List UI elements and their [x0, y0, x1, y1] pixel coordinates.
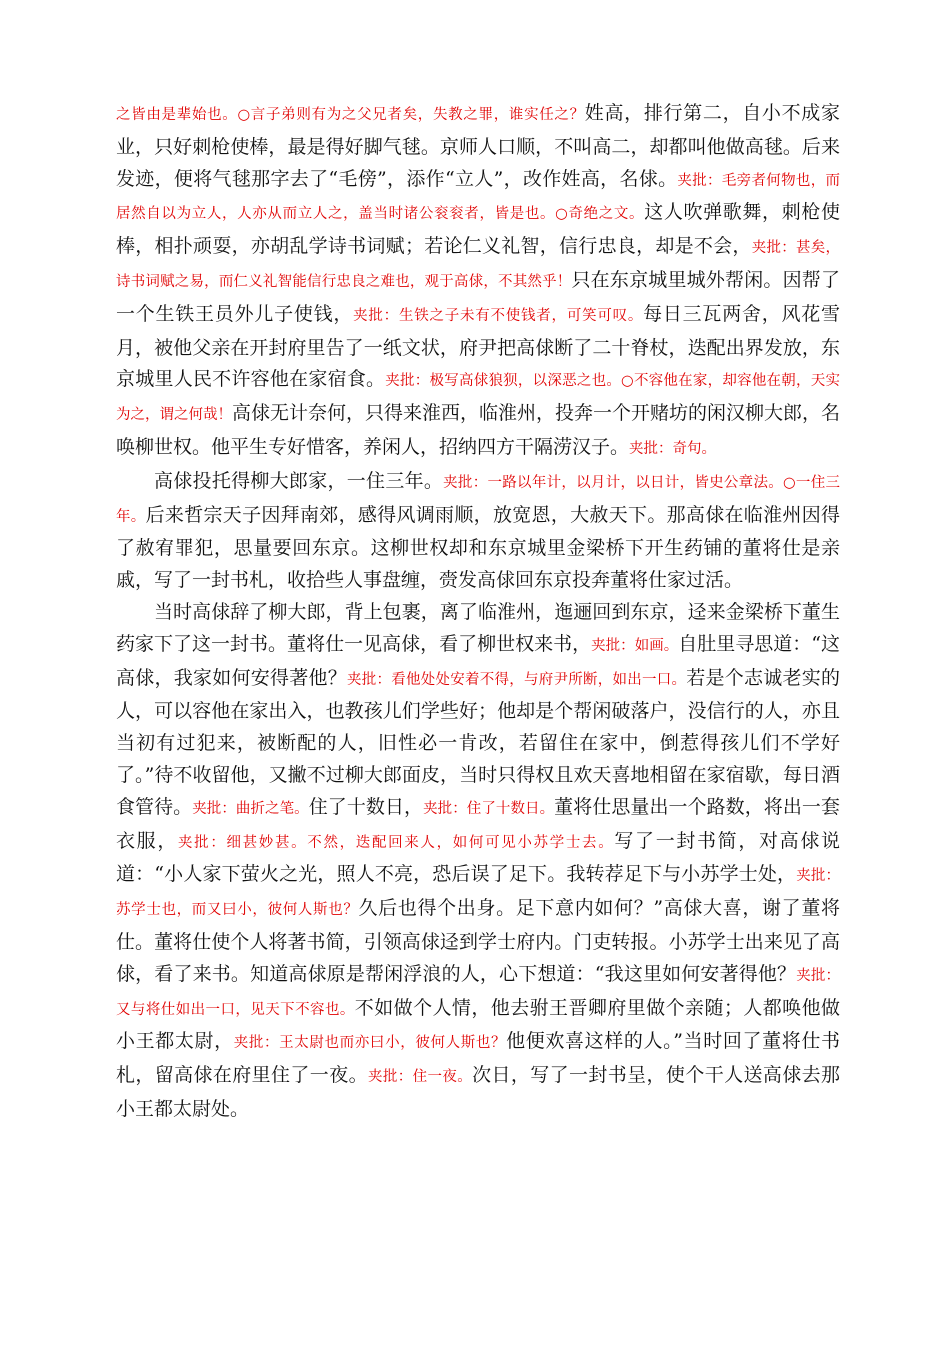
- body-text: 这人吹弹歌舞，刺枪使棒，相扑顽耍，亦胡乱学诗书词赋；若论仁义礼智，信行忠良，却是不会，: [116, 201, 840, 258]
- paragraph-2: [116, 466, 840, 597]
- commentary-note: 夹批：苏学士也，而又曰小，彼何人斯也？: [116, 868, 841, 919]
- body-text: 董将仕思量出一个路数，将出一套衣服，: [116, 795, 840, 852]
- body-text: 当时高俅辞了柳大郎，背上包裹，离了临淮州，迤逦回到东京，迳来金梁桥下董生药家下了这一封书。董将仕一见高俅，看了柳世权来书，: [116, 600, 840, 655]
- body-text: 每日三瓦两舍，风花雪月，被他父亲在开封府里告了一纸文状，府尹把高俅断了二十脊杖，迭配出界发放，东京城里人民不许容他在家宿食。: [116, 302, 840, 391]
- body-text: 高俅投托得柳大郎家，一住三年。: [154, 469, 444, 492]
- body-text: 若是个志诚老实的人，可以容他在家出入，也教孩儿们学些好；他却是个帮闲破落户，没信行的人，亦且当初有过犯来，被断配的人，旧性必一肯改，若留住在家中，倒惹得孩儿们不学好了。”待不收留他，又撇不过柳大郎面皮，当时只得权且欢天喜地相留在家宿歇，每日酒食管待。: [116, 666, 840, 818]
- commentary-note: 夹批：住一夜。: [367, 1069, 473, 1086]
- commentary-note: 夹批：王太尉也而亦曰小，彼何人斯也？: [233, 1035, 507, 1052]
- paragraph-3: [116, 597, 840, 1126]
- body-text: 高俅无计奈何，只得来淮西，临淮州，投奔一个开赌坊的闲汉柳大郎，名唤柳世权。他平生专好惜客，养闲人，招纳四方干隔涝汉子。: [116, 402, 841, 458]
- commentary-note: 夹批：毛旁者何物也，而居然自以为立人，人亦从而立人之，盖当时诸公衮衮者，皆是也。○奇绝之文。: [116, 172, 841, 223]
- body-text: 住了十数日，: [308, 795, 424, 818]
- body-text: 他便欢喜这样的人。”当时回了董将仕书札，留高俅在府里住了一夜。: [116, 1030, 840, 1087]
- body-text: 次日，写了一封书呈，使个干人送高俅去那小王都太尉处。: [116, 1064, 840, 1120]
- commentary-note: 夹批：奇句。: [629, 440, 717, 457]
- document-page: [116, 98, 840, 1126]
- commentary-note: 夹批：甚矣，诗书词赋之易，而仁义礼智能信行忠良之难也，观于高俅，不其然乎！: [116, 240, 841, 290]
- body-text: 姓高，排行第二，自小不成家业，只好刺枪使棒，最是得好脚气毬。京师人口顺，不叫高二，却都叫他做高毬。后来发迹，便将气毬那字去了“毛傍”，添作“立人”，改作姓高，名俅。: [116, 102, 840, 190]
- commentary-note: 夹批：如画。: [591, 637, 679, 654]
- body-text: 久后也得个出身。足下意内如何？”高俅大喜，谢了董将仕。董将仕使个人将著书简，引领高俅迳到学士府内。门吏转报。小苏学士出来见了高俅，看了来书。知道高俅原是帮闲浮浪的人，心下想道：“我这里如何安著得他？: [116, 897, 840, 985]
- commentary-note: 夹批：细甚妙甚。不然，迭配回来人，如何可见小苏学士去。: [178, 834, 615, 851]
- commentary-note: 之皆由是辈始也。○言子弟则有为之父兄者矣，失教之罪，谁实任之？: [116, 107, 585, 123]
- body-text: 后来哲宗天子因拜南郊，感得风调雨顺，放宽恩，大赦天下。那高俅在临淮州因得了赦宥罪犯，思量要回东京。这柳世权却和东京城里金梁桥下开生药铺的董将仕是亲戚，写了一封书札，收拾些人事盘缠，赍发高俅回东京投奔董将仕家过活。: [116, 503, 840, 592]
- body-text: 不如做个人情，他去驸王晋卿府里做个亲随；人都唤他做小王都太尉，: [116, 996, 840, 1053]
- body-text: 自肚里寻思道：“这高俅，我家如何安得著他？: [116, 632, 840, 689]
- commentary-note: 夹批：住了十数日。: [423, 800, 555, 817]
- commentary-note: 夹批：看他处处安着不得，与府尹所断，如出一口。: [347, 671, 687, 688]
- commentary-note: 夹批：曲折之笔。: [192, 800, 309, 817]
- commentary-note: 夹批：一路以年计，以月计，以日计，皆史公章法。○一住三年。: [116, 474, 840, 525]
- commentary-note: 夹批：生铁之子未有不使钱者，可笑可叹。: [353, 307, 644, 324]
- body-text: 写了一封书简，对高俅说道：“小人家下萤火之光，照人不亮，恐后误了足下。我转荐足下与小苏学士处，: [116, 829, 840, 886]
- body-text: 只在东京城里城外帮闲。因帮了一个生铁王员外儿子使钱，: [116, 268, 840, 325]
- commentary-note: 夹批：极写高俅狼狈，以深恶之也。○不容他在家，却容他在朝，天实为之，谓之何哉！: [116, 373, 840, 424]
- commentary-note: 夹批：又与将仕如出一口，见天下不容也。: [116, 967, 841, 1018]
- paragraph-1: [116, 98, 840, 466]
